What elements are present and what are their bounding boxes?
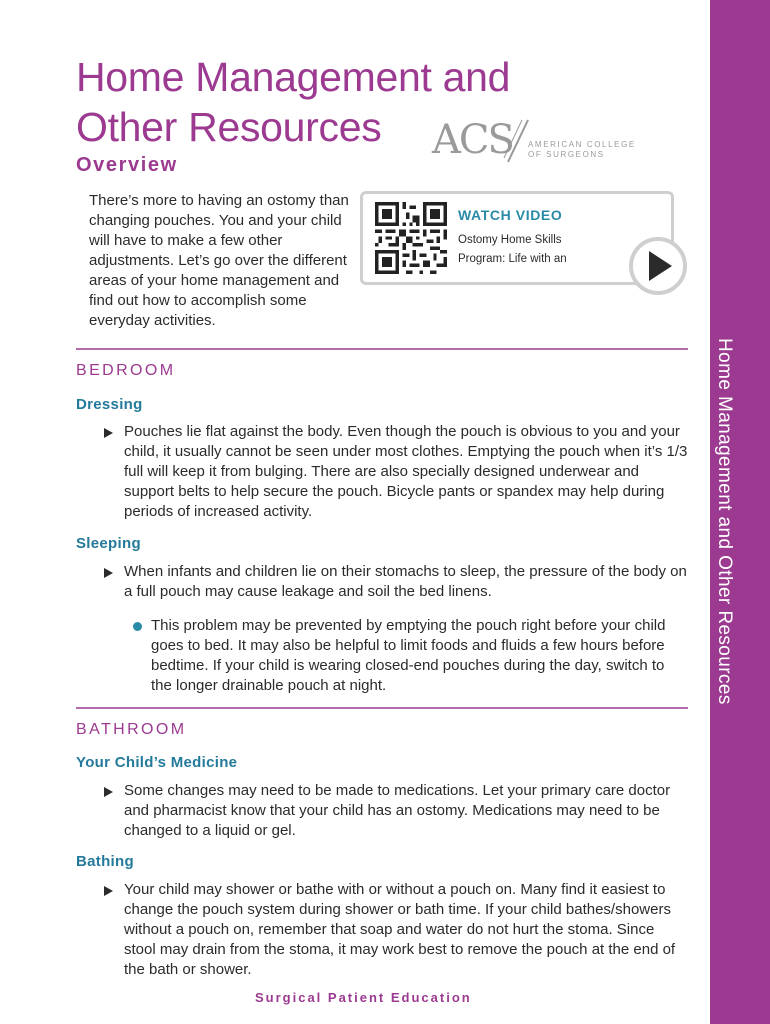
watch-video-label[interactable]: WATCH VIDEO: [458, 207, 563, 223]
bullet-arrow-icon: [104, 428, 113, 438]
sleeping-bullet: [104, 562, 688, 602]
bullet-arrow-icon: [104, 886, 113, 896]
play-icon: [628, 236, 688, 296]
video-title-line-1: Ostomy Home Skills: [458, 234, 562, 246]
section-divider: [76, 707, 688, 709]
overview-heading: Overview: [76, 154, 178, 176]
overview-text: There’s more to having an ostomy than changing pouches. You and your child will have to make a few other adjustments. Let’s go over the different areas of your home management and find out how to accomplish some everyday activities.: [89, 192, 349, 329]
qr-code-icon[interactable]: [375, 202, 447, 274]
section-divider: [76, 348, 688, 350]
page-title-line-1: Home Management and: [76, 54, 511, 100]
bathing-bullet-text: Your child may shower or bathe with or without a pouch on. Many find it easiest to change the pouch system during shower or bath time. If your child bathes/showers without a pouch on, remember that soap and water do not hurt the stoma. Since stool may drain from the stoma, it may work best to remove the pouch at the end of the bath or shower.: [124, 881, 676, 978]
bathroom-heading: BATHROOM: [76, 721, 187, 738]
play-video-button[interactable]: [628, 236, 688, 296]
medicine-bullet-text: Some changes may need to be made to medications. Let your primary care doctor and pharmacist know that your child has an ostomy. Medications may need to be changed to a liquid or gel.: [124, 782, 671, 839]
dressing-heading: Dressing: [76, 396, 143, 413]
acs-logo: [432, 117, 636, 166]
dressing-bullet-text: Pouches lie flat against the body. Even though the pouch is obvious to you and your child, it usually cannot be seen under most clothes. Emptying the pouch when it’s 1/3 full will keep it from bulging. There are also specially designed underwear and support belts to help secure the pouch. Bicycle pants or spandex may help during periods of increased activity.: [124, 423, 688, 520]
page-title-line-2: Other Resources: [76, 104, 382, 150]
bathing-bullet: [104, 880, 688, 980]
sleeping-sub-bullet-text: This problem may be prevented by emptying the pouch right before your child goes to bed. It may also be helpful to limit foods and fluids a few hours before bedtime. If your child is wearing closed-end pouches during the day, switch to the longer drainable pouch at night.: [151, 617, 666, 694]
sleeping-sub-bullet: [133, 616, 688, 696]
logo-letters: ACS: [432, 117, 513, 163]
bullet-arrow-icon: [104, 787, 113, 797]
bathing-heading: Bathing: [76, 853, 134, 870]
video-title[interactable]: [458, 231, 608, 269]
bullet-arrow-icon: [104, 568, 113, 578]
bedroom-heading: BEDROOM: [76, 362, 176, 379]
dressing-bullet: [104, 422, 688, 522]
medicine-heading: Your Child’s Medicine: [76, 754, 238, 771]
video-title-line-2: Program: Life with an: [458, 253, 567, 265]
footer-label: Surgical Patient Education: [255, 990, 472, 1005]
medicine-bullet: [104, 781, 688, 841]
sleeping-bullet-text: When infants and children lie on their stomachs to sleep, the pressure of the body on a full pouch may cause leakage and soil the bed linens.: [124, 563, 687, 600]
side-section-label: Home Management and Other Resources: [714, 338, 735, 705]
bullet-dot-icon: [133, 622, 142, 631]
logo-subtext: AMERICAN COLLEGE OF SURGEONS: [528, 140, 636, 159]
watch-video-panel[interactable]: [360, 191, 674, 285]
sleeping-heading: Sleeping: [76, 535, 141, 552]
